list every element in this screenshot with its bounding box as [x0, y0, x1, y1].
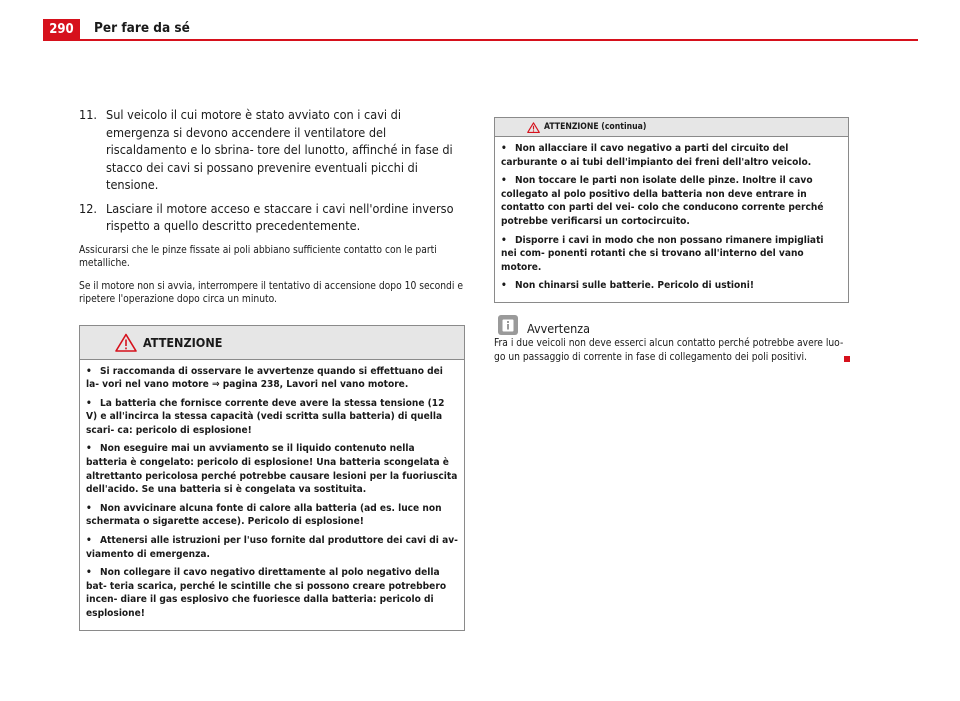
warning-continued-body	[495, 137, 848, 302]
warning-title: ATTENZIONE	[143, 334, 223, 350]
note-title: Avvertenza	[527, 320, 591, 336]
section-title: Per fare da sé	[94, 20, 190, 36]
step-text: Sul veicolo il cui motore è stato avviato con i cavi di emergenza si devono accendere il ventilatore del riscaldamento e lo sbrina- tore del lunotto, affinché in fase di stacco dei cavi si possano prevenire eventuali picchi di tensione.	[106, 107, 453, 192]
left-column	[79, 106, 465, 631]
warning-bullet: • Non collegare il cavo negativo direttamente al polo negativo della bat- teria scarica, perché le scintille che si possono creare potrebbero incen- diare il gas esplosivo che fuoriesce dalla batteria: pericolo di esplosione!	[86, 567, 447, 619]
warning-header	[80, 326, 464, 360]
info-note-icon	[498, 315, 518, 335]
warning-bullet: • La batteria che fornisce corrente deve avere la stessa tensione (12 V) e all'incirca la stessa capacità (vedi scritta sulla batteria) di quella scari- ca: pericolo di esplosione!	[86, 397, 445, 436]
warning-bullet: • Non allacciare il cavo negativo a parti del circuito del carburante o ai tubi dell'impianto dei freni dell'altro veicolo.	[501, 143, 812, 168]
warning-continued-title: ATTENZIONE (continua)	[544, 122, 647, 132]
warning-bullet: • Non eseguire mai un avviamento se il liquido contenuto nella batteria è congelato: pericolo di esplosione! Una batteria scongelata è altrettanto pericolosa perché potrebbe causare lesioni per la fuoriuscita dell'acido. Se una batteria si è congelata va sostituita.	[86, 443, 458, 496]
warning-bullet: • Non chinarsi sulle batterie. Pericolo di ustioni!	[501, 280, 755, 292]
warning-box	[79, 325, 465, 631]
paragraph: Assicurarsi che le pinze fissate ai poli abbiano sufficiente contatto con le parti metalliche.	[79, 244, 437, 269]
step-text: Lasciare il motore acceso e staccare i cavi nell'ordine inverso rispetto a quello descritto precedentemente.	[106, 200, 454, 233]
end-marker	[844, 356, 850, 362]
page-number: 290	[43, 19, 80, 39]
warning-bullet: • Si raccomanda di osservare le avvertenze quando si effettuano dei la- vori nel vano motore ⇒ pagina 238, Lavori nel vano motore.	[86, 365, 443, 391]
warning-continued-header	[495, 118, 848, 137]
step-number: 11.	[79, 107, 98, 122]
step-item	[79, 106, 465, 194]
warning-body	[80, 360, 464, 630]
warning-bullet: • Disporre i cavi in modo che non possano rimanere impigliati nei com- ponenti rotanti che si trovano all'interno del vano motore.	[501, 234, 824, 273]
note-header	[498, 315, 849, 336]
step-number: 12.	[79, 200, 98, 216]
note-text: Fra i due veicoli non deve esserci alcun contatto perché potrebbe avere luo- go un passaggio di corrente in fase di collegamento dei poli positivi.	[494, 337, 849, 365]
right-column	[494, 117, 849, 365]
warning-continued-box	[494, 117, 849, 303]
warning-bullet: • Non avvicinare alcuna fonte di calore alla batteria (ad es. luce non schermata o sigarette accese). Pericolo di esplosione!	[86, 502, 442, 528]
warning-bullet: • Non toccare le parti non isolate delle pinze. Inoltre il cavo collegato al polo positivo della batteria non deve entrare in contatto con parti del vei- colo che conducono corrente perché potrebbe verificarsi un cortocircuito.	[501, 175, 824, 227]
paragraph: Se il motore non si avvia, interrompere il tentativo di accensione dopo 10 secondi e ripetere l'operazione dopo circa un minuto.	[79, 280, 463, 305]
warning-triangle-icon	[115, 333, 137, 352]
header-rule	[43, 39, 918, 41]
step-item	[79, 200, 465, 235]
warning-triangle-icon	[527, 122, 540, 133]
warning-bullet: • Attenersi alle istruzioni per l'uso fornite dal produttore dei cavi di av- viamento di emergenza.	[86, 535, 458, 560]
